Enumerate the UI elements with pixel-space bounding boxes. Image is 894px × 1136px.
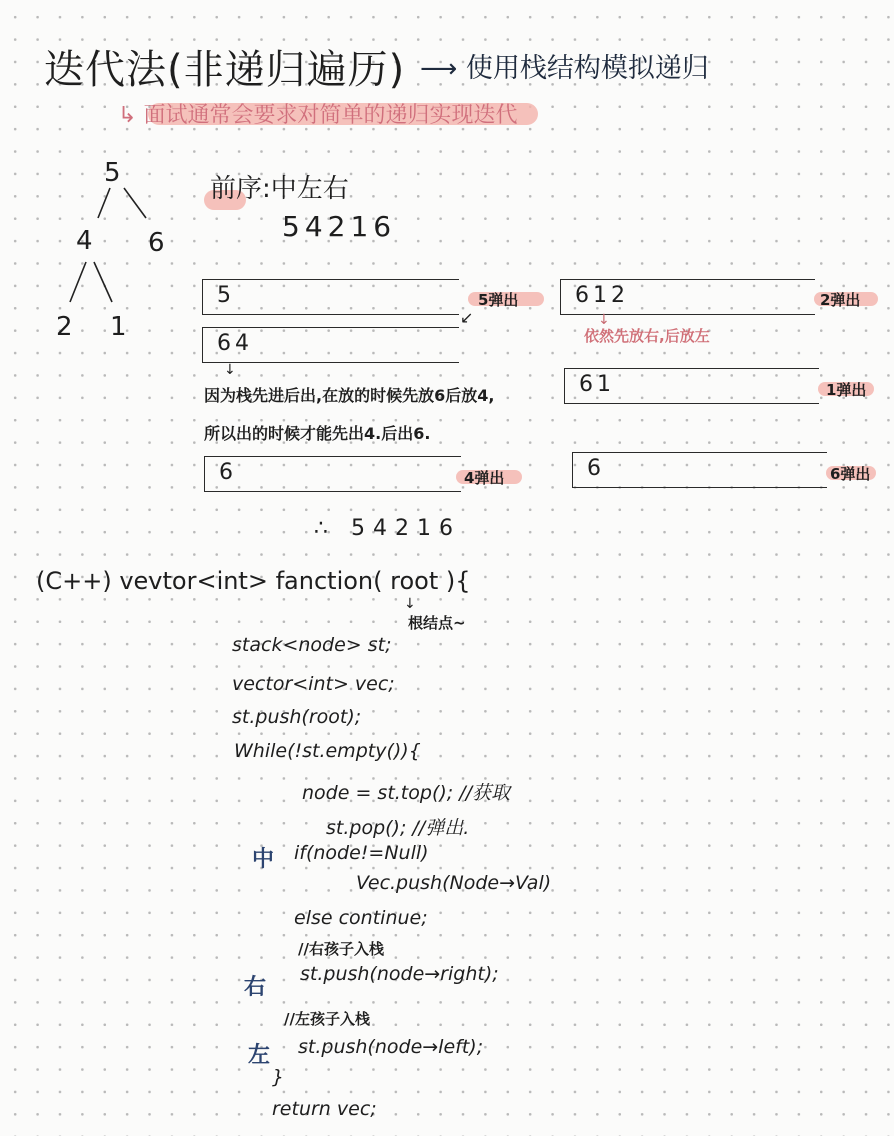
explanation-line: 所以出的时候才能先出4.后出6.	[204, 424, 431, 443]
sub-note: ↳ 面试通常会要求对简单的递归实现迭代	[118, 103, 518, 128]
code-comment: //左孩子入栈	[284, 1010, 370, 1028]
stack-content: 612	[575, 283, 629, 308]
root-note: 根结点~	[408, 614, 466, 632]
tree-node-left-right: 1	[110, 312, 127, 342]
tree-edge	[94, 262, 112, 302]
code-line: node = st.top(); //获取	[302, 782, 511, 804]
preorder-label: 前序:中左右	[210, 174, 349, 204]
page-title: 迭代法(非递归遍历)	[44, 47, 406, 93]
marker-middle: 中	[252, 847, 275, 872]
stack-content: 5	[217, 283, 235, 308]
stack-note: 依然先放右,后放左	[584, 327, 710, 345]
code-line: Vec.push(Node→Val)	[356, 872, 552, 894]
preorder-sequence: 54216	[282, 210, 397, 243]
explanation-line: 因为栈先进后出,在放的时候先放6后放4,	[204, 386, 495, 405]
code-line: vector<int> vec;	[232, 673, 395, 695]
pop-label: 5弹出	[478, 291, 519, 309]
code-header: (C++) vevtor<int> fanction( root ){	[36, 567, 471, 595]
stack-box	[204, 456, 461, 492]
stack-box	[564, 368, 819, 404]
pop-label: 2弹出	[820, 291, 861, 309]
title-note: ⟶ 使用栈结构模拟递归	[420, 53, 709, 84]
stack-box	[572, 452, 827, 488]
code-line: st.push(root);	[232, 706, 362, 728]
tree-node-left: 4	[76, 226, 93, 256]
stack-box	[202, 327, 459, 363]
result-sequence: ∴ 54216	[314, 516, 461, 541]
code-comment: //右孩子入栈	[298, 940, 384, 958]
tree-node-left-left: 2	[56, 312, 73, 342]
arrow-right-icon: ⟶	[420, 54, 458, 84]
marker-right: 右	[244, 975, 267, 1000]
code-line: st.push(node→right);	[300, 963, 499, 985]
code-line: if(node!=Null)	[294, 842, 429, 864]
pop-label: 1弹出	[826, 381, 867, 399]
code-line: While(!st.empty()){	[234, 740, 421, 762]
stack-content: 6	[587, 456, 605, 481]
code-line: st.push(node→left);	[298, 1036, 484, 1058]
tree-node-root: 5	[104, 158, 121, 188]
pop-label: 6弹出	[830, 465, 871, 483]
code-line: }	[272, 1066, 285, 1088]
tree-edge	[98, 188, 110, 218]
code-line: stack<node> st;	[232, 634, 392, 656]
marker-left: 左	[248, 1043, 271, 1068]
stack-box	[560, 279, 815, 315]
arrow-down-icon: ↓	[224, 362, 236, 378]
arrow-return-icon: ↳	[118, 103, 137, 128]
arrow-down-icon: ↓	[404, 596, 416, 612]
arrow-down-icon: ↓	[598, 312, 610, 328]
arrow-down-left-icon: ↙	[460, 308, 474, 327]
code-line: return vec;	[272, 1098, 377, 1120]
code-line: st.pop(); //弹出.	[326, 817, 470, 839]
stack-box	[202, 279, 459, 315]
code-line: else continue;	[294, 907, 428, 929]
stack-content: 61	[579, 372, 615, 397]
stack-content: 6	[219, 460, 237, 485]
stack-content: 64	[217, 331, 253, 356]
tree-edge	[70, 262, 86, 302]
tree-edge	[124, 188, 146, 218]
tree-node-right: 6	[148, 228, 165, 258]
pop-label: 4弹出	[464, 469, 505, 487]
